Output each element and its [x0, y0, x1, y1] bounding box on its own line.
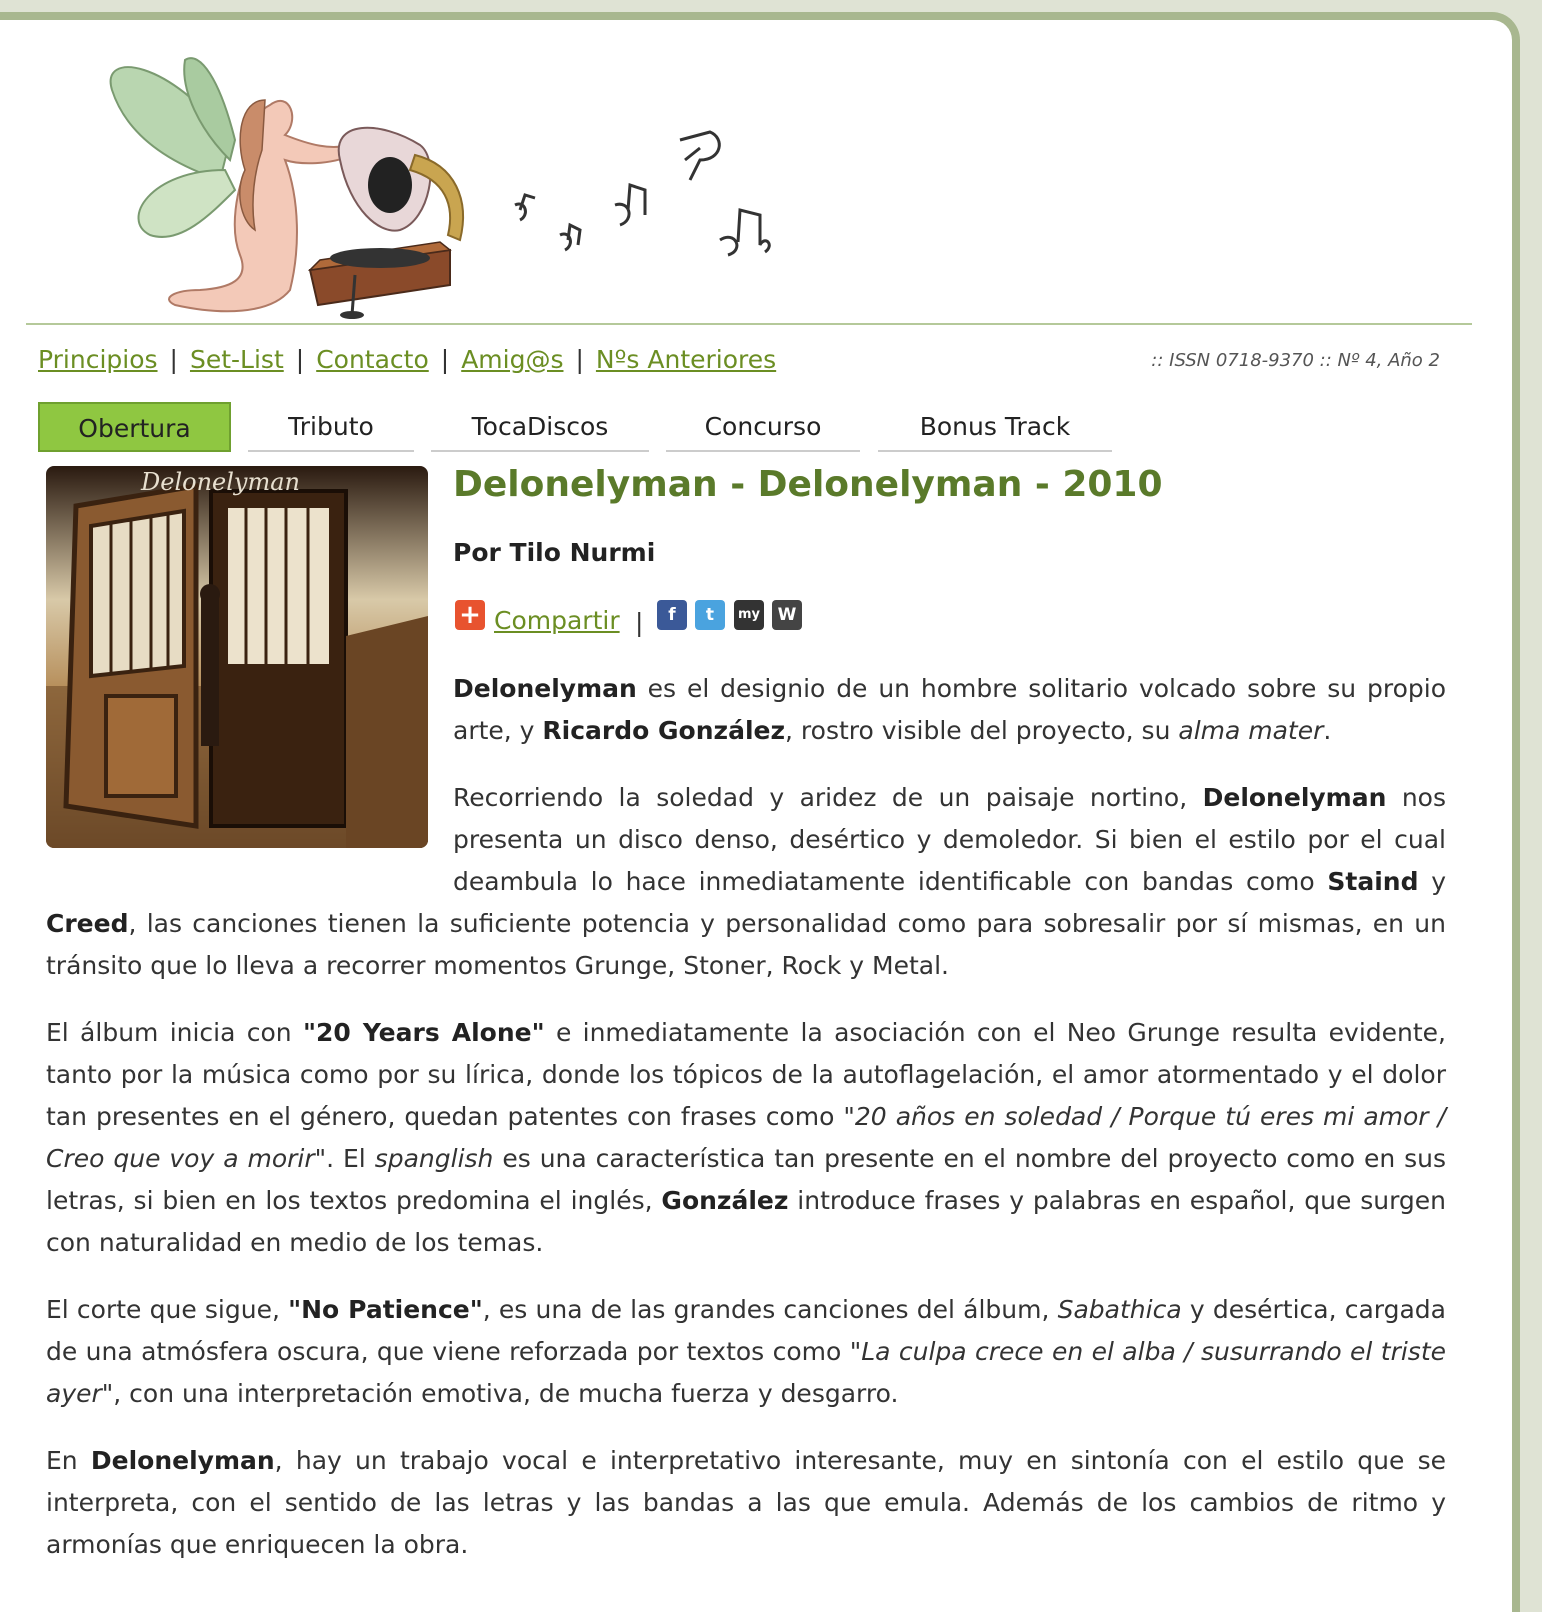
paragraph-3: El álbum inicia con "20 Years Alone" e inmediatamente la asociación con el Neo Grunge resulta evidente, tanto por la música como por su lírica, donde los tópicos de la autoflagelación, el amor atormentado y el dolor tan presentes en el género, quedan patentes con frases como "20 años en soledad / Porque tú eres mi amor / Creo que voy a morir". El spanglish es una característica tan presente en el nombre del proyecto como en sus letras, si bien en los textos predomina el inglés, González introduce frases y palabras en español, que surgen con naturalidad en medio de los temas.	[46, 1018, 1447, 1257]
nav-separator: |	[295, 345, 305, 374]
top-navigation	[38, 345, 776, 374]
plus-icon[interactable]: +	[455, 600, 485, 630]
header-illustration	[0, 20, 1520, 320]
nav-link-numeros-anteriores[interactable]: Nºs Anteriores	[595, 345, 777, 374]
myspace-icon[interactable]: my	[734, 600, 764, 630]
music-notes-icon	[515, 132, 769, 255]
nav-link-amigos[interactable]: Amig@s	[461, 345, 564, 374]
album-cover-text: Delonelyman	[141, 468, 300, 496]
nav-separator: |	[440, 345, 450, 374]
page-frame	[0, 12, 1520, 1612]
share-link[interactable]: Compartir	[494, 606, 620, 635]
share-separator: |	[635, 608, 644, 637]
tab-concurso[interactable]: Concurso	[666, 402, 860, 452]
issn-info: :: ISSN 0718-9370 :: Nº 4, Año 2	[1151, 350, 1440, 371]
tab-tocadiscos[interactable]: TocaDiscos	[431, 402, 649, 452]
header-divider	[26, 323, 1472, 325]
article-byline: Por Tilo Nurmi	[453, 538, 656, 567]
tab-obertura[interactable]: Obertura	[38, 402, 231, 452]
nav-link-contacto[interactable]: Contacto	[316, 345, 429, 374]
paragraph-4: El corte que sigue, "No Patience", es una de las grandes canciones del álbum, Sabathica y desértica, cargada de una atmósfera oscura, que viene reforzada por textos como "La culpa crece en el alba / susurrando el triste ayer", con una interpretación emotiva, de mucha fuerza y desgarro.	[46, 1295, 1447, 1408]
nav-separator: |	[169, 345, 178, 374]
paragraph-2: Recorriendo la soledad y aridez de un paisaje nortino, Delonelyman nos presenta un disco denso, desértico y demoledor. Si bien el estilo por el cual deambula lo hace inmediatamente identificable con bandas como Staind y Creed, las canciones tienen la suficiente potencia y personalidad como para sobresalir por sí mismas, en un tránsito que lo lleva a recorrer momentos Grunge, Stoner, Rock y Metal.	[46, 783, 1447, 980]
twitter-icon[interactable]: t	[695, 600, 725, 630]
nav-link-set-list[interactable]: Set-List	[189, 345, 284, 374]
tab-bonus-track[interactable]: Bonus Track	[878, 402, 1112, 452]
paragraph-1: Delonelyman es el designio de un hombre solitario volcado sobre su propio arte, y Ricardo González, rostro visible del proyecto, su alma mater.	[453, 674, 1446, 745]
article-title: Delonelyman - Delonelyman - 2010	[453, 464, 1163, 505]
paragraph-5: En Delonelyman, hay un trabajo vocal e interpretativo interesante, muy en sintonía con el estilo que se interpreta, con el sentido de las letras y las bandas a las que emula. Además de los cambios de ritmo y armonías que enriquecen la obra.	[46, 1446, 1446, 1559]
nav-link-principios[interactable]: Principios	[38, 345, 158, 374]
tab-tributo[interactable]: Tributo	[248, 402, 414, 452]
cover-spacer	[46, 668, 453, 890]
wordpress-icon[interactable]: W	[772, 600, 802, 630]
article-body	[46, 668, 1446, 1591]
nav-separator: |	[575, 345, 584, 374]
facebook-icon[interactable]: f	[657, 600, 687, 630]
